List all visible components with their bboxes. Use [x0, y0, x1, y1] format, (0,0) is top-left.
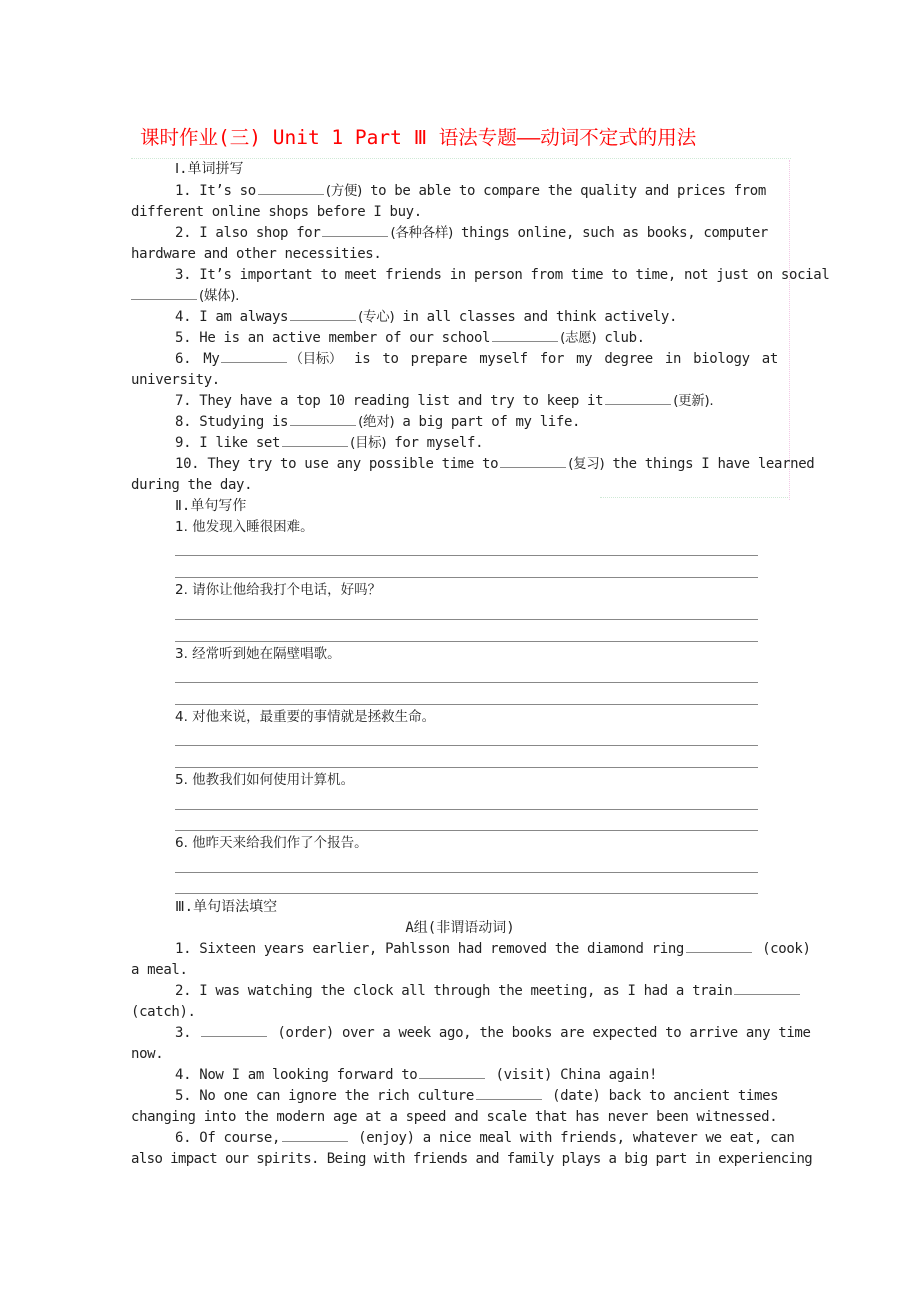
answer-line[interactable] [175, 619, 758, 620]
answer-blank[interactable] [686, 940, 752, 953]
grammar-item-2: 2. I was watching the clock all through the meeting, as I had a train [131, 981, 887, 1002]
answer-line[interactable] [175, 809, 758, 810]
grammar-item-3: 3. (order) over a week ago, the books are expected to arrive any time [175, 1025, 811, 1041]
grammar-item-6: 6. Of course, (enjoy) a nice meal with friends, whatever we eat, can [175, 1130, 795, 1146]
answer-blank[interactable] [282, 434, 348, 447]
grammar-item-2-cont: (catch). [131, 1004, 196, 1020]
answer-blank[interactable] [290, 413, 356, 426]
vocab-item-10-cont: during the day. [131, 477, 253, 493]
answer-blank[interactable] [476, 1087, 542, 1100]
answer-line[interactable] [175, 767, 758, 768]
guide-line [600, 497, 790, 498]
vocab-item-2: 2. I also shop for (各种各样) things online, such as books, computer [175, 225, 768, 241]
section-1-heading: Ⅰ.单词拼写 [175, 161, 244, 177]
vocab-item-10: 10. They try to use any possible time to (复习) the things I have learned [175, 456, 815, 472]
answer-blank[interactable] [419, 1066, 485, 1079]
vocab-item-1-cont: different online shops before I buy. [131, 204, 422, 220]
answer-blank[interactable] [605, 392, 671, 405]
answer-blank[interactable] [258, 182, 324, 195]
answer-line[interactable] [175, 641, 758, 642]
translation-item-3: 3. 经常听到她在隔壁唱歌。 [175, 646, 341, 662]
grammar-item-1: 1. Sixteen years earlier, Pahlsson had removed the diamond ring (cook) [175, 941, 811, 957]
vocab-item-4: 4. I am always (专心) in all classes and think actively. [175, 309, 678, 325]
group-a-heading: A组(非谓语动词) [405, 920, 515, 936]
vocab-item-1: 1. It’s so (方便) to be able to compare the quality and prices from [175, 183, 766, 199]
vocab-item-5: 5. He is an active member of our school (志愿) club. [175, 330, 645, 346]
answer-line[interactable] [175, 577, 758, 578]
answer-line[interactable] [175, 682, 758, 683]
translation-item-2: 2. 请你让他给我打个电话，好吗？ [175, 582, 382, 598]
answer-line[interactable] [175, 893, 758, 894]
answer-line[interactable] [175, 745, 758, 746]
vocab-item-3: 3. It’s important to meet friends in person from time to time, not just on social [175, 267, 830, 283]
vocab-item-6-cont: university. [131, 372, 220, 388]
vocab-item-6: 6. My （目标） is to prepare myself for my degree in biology at [175, 351, 778, 367]
vocab-item-7: 7. They have a top 10 reading list and try to keep it (更新). [175, 393, 714, 409]
grammar-item-3-cont: now. [131, 1046, 164, 1062]
vocab-item-9: 9. I like set (目标) for myself. [175, 435, 484, 451]
grammar-item-5-cont: changing into the modern age at a speed and scale that has never been witnessed. [131, 1109, 778, 1125]
answer-line[interactable] [175, 872, 758, 873]
answer-blank[interactable] [500, 455, 566, 468]
answer-blank[interactable] [492, 329, 558, 342]
vocab-item-3-cont: (媒体). [131, 286, 843, 307]
grammar-item-6-cont: also impact our spirits. Being with friends and family plays a big part in experiencing [131, 1151, 813, 1167]
answer-blank[interactable] [221, 350, 287, 363]
answer-blank[interactable] [282, 1129, 348, 1142]
answer-blank[interactable] [734, 982, 800, 995]
grammar-item-4: 4. Now I am looking forward to (visit) China again! [175, 1067, 658, 1083]
vocab-item-2-cont: hardware and other necessities. [131, 246, 382, 262]
answer-blank[interactable] [290, 308, 356, 321]
section-3-heading: Ⅲ.单句语法填空 [175, 899, 278, 915]
grammar-item-5: 5. No one can ignore the rich culture (date) back to ancient times [175, 1088, 779, 1104]
vocab-item-8: 8. Studying is (绝对) a big part of my life. [175, 414, 581, 430]
answer-line[interactable] [175, 704, 758, 705]
section-2-heading: Ⅱ.单句写作 [175, 498, 247, 514]
translation-item-5: 5. 他教我们如何使用计算机。 [175, 772, 355, 788]
answer-blank[interactable] [322, 224, 388, 237]
answer-blank[interactable] [131, 287, 197, 300]
translation-item-4: 4. 对他来说，最重要的事情就是拯救生命。 [175, 709, 436, 725]
answer-blank[interactable] [201, 1024, 267, 1037]
translation-item-1: 1. 他发现入睡很困难。 [175, 519, 314, 535]
answer-line[interactable] [175, 830, 758, 831]
translation-item-6: 6. 他昨天来给我们作了个报告。 [175, 835, 368, 851]
answer-line[interactable] [175, 555, 758, 556]
grammar-item-1-cont: a meal. [131, 962, 188, 978]
page-title: 课时作业(三) Unit 1 Part Ⅲ 语法专题——动词不定式的用法 [140, 126, 697, 149]
